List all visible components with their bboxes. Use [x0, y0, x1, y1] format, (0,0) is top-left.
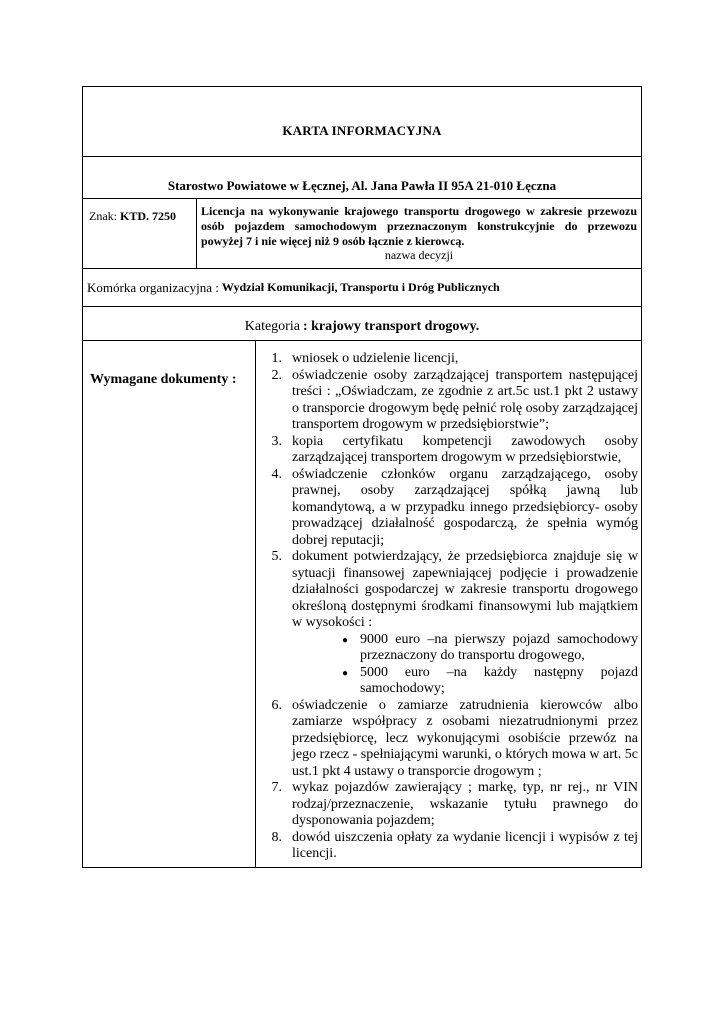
sign-value: KTD. 7250: [120, 209, 177, 223]
decision-caption: nazwa decyzji: [384, 248, 454, 262]
bullet-icon: ●: [342, 634, 349, 646]
item-number: 3.: [271, 433, 282, 449]
item-text: wykaz pojazdów zawierający ; markę, typ, nr rej., nr VIN rodzaj/przeznaczenie, wskazanie tytułu prawnego do dysponowania pojazdem;: [292, 780, 638, 828]
list-item: [258, 830, 638, 863]
sublist-item-text: 5000 euro –na każdy następny pojazd samochodowy;: [360, 664, 638, 696]
category-value: : krajowy transport drogowy.: [302, 319, 480, 334]
item-text: wniosek o udzielenie licencji,: [292, 351, 459, 366]
item-text: [292, 549, 638, 698]
item-text-main: dokument potwierdzający, że przedsiębiorca znajduje się w sytuacji finansowej zapewniającej podjęcie i prowadzenie działalności gospodarczej w zakresie transportu drogowego określoną dostępnymi środkami finansowymi lub majątkiem w wysokości :: [292, 549, 638, 630]
sign-label: Znak:: [89, 209, 117, 223]
sign-cell: [83, 199, 197, 268]
list-item: [258, 467, 638, 550]
item-text: kopia certyfikatu kompetencji zawodowych osoby zarządzającej transportem drogowym w przedsiębiorstwie,: [292, 433, 638, 465]
item-number: 6.: [271, 697, 282, 713]
list-item: [258, 698, 638, 781]
item-number: 7.: [271, 780, 282, 795]
sublist-item: [342, 632, 638, 665]
item-text: oświadczenie członków organu zarządzającego, osoby prawnej, osoby zarządzającej spółką jawną lub komandytową, a w przypadku innego przedsiębiorcy- osoby prowadzącej działalność gospodarczą, że spełnia wymóg dobrej reputacji;: [292, 466, 638, 548]
list-item: [258, 549, 638, 698]
unit-value: Wydział Komunikacji, Transportu i Dróg Publicznych: [221, 280, 500, 294]
category-row: [83, 307, 641, 341]
card-title-row: [83, 87, 641, 157]
amount-sublist: [292, 632, 638, 698]
list-item: [258, 434, 638, 467]
item-number: 4.: [271, 466, 282, 482]
item-number: 8.: [271, 829, 282, 845]
list-item: [258, 351, 638, 368]
item-number: 5.: [271, 549, 282, 564]
decision-name: Licencja na wykonywanie krajowego transportu drogowego w zakresie przewozu osób pojazdem samochodowym przeznaczonym konstrukcyjnie do przewozu powyżej 7 i nie więcej niż 9 osób łącznie z kierowcą.: [201, 204, 637, 248]
office-address-row: [83, 157, 641, 199]
unit-label: Komórka organizacyjna :: [87, 279, 219, 295]
organizational-unit-row: [83, 269, 641, 307]
decision-cell: [197, 199, 641, 268]
item-text: dowód uiszczenia opłaty za wydanie licencji i wypisów z tej licencji.: [292, 829, 638, 861]
item-text: oświadczenie o zamiarze zatrudnienia kierowców albo zamiarze współpracy z osobami niezatrudnionymi przez przedsiębiorcę, lecz wykonującymi osobiście przewóz na jego rzecz - spełniającymi warunki, o których mowa w art. 5c ust.1 pkt 4 ustawy o transporcie drogowym ;: [292, 697, 638, 779]
required-documents-label: Wymagane dokumenty :: [83, 341, 256, 867]
information-card: [82, 86, 642, 868]
category-label: Kategoria: [244, 319, 300, 334]
bullet-icon: ●: [342, 667, 349, 679]
item-number: 2.: [271, 367, 282, 383]
item-number: 1.: [271, 351, 282, 366]
decision-row: [83, 199, 641, 269]
required-documents-list: [256, 341, 641, 867]
list-item: [258, 368, 638, 434]
item-text: oświadczenie osoby zarządzającej transportem następującej treści : „Oświadczam, ze zgodnie z art.5c ust.1 pkt 2 ustawy o transporcie drogowym będę pełnić rolę osoby zarządzającej transportem drogowym w przedsiębiorstwie”;: [292, 367, 638, 432]
office-address: Starostwo Powiatowe w Łęcznej, Al. Jana Pawła II 95A 21-010 Łęczna: [167, 178, 557, 193]
sublist-item: [342, 665, 638, 698]
sublist-item-text: 9000 euro –na pierwszy pojazd samochodowy przeznaczony do transportu drogowego,: [360, 631, 638, 663]
card-title: KARTA INFORMACYJNA: [282, 123, 442, 138]
required-documents-row: [83, 341, 641, 867]
list-item: [258, 780, 638, 830]
